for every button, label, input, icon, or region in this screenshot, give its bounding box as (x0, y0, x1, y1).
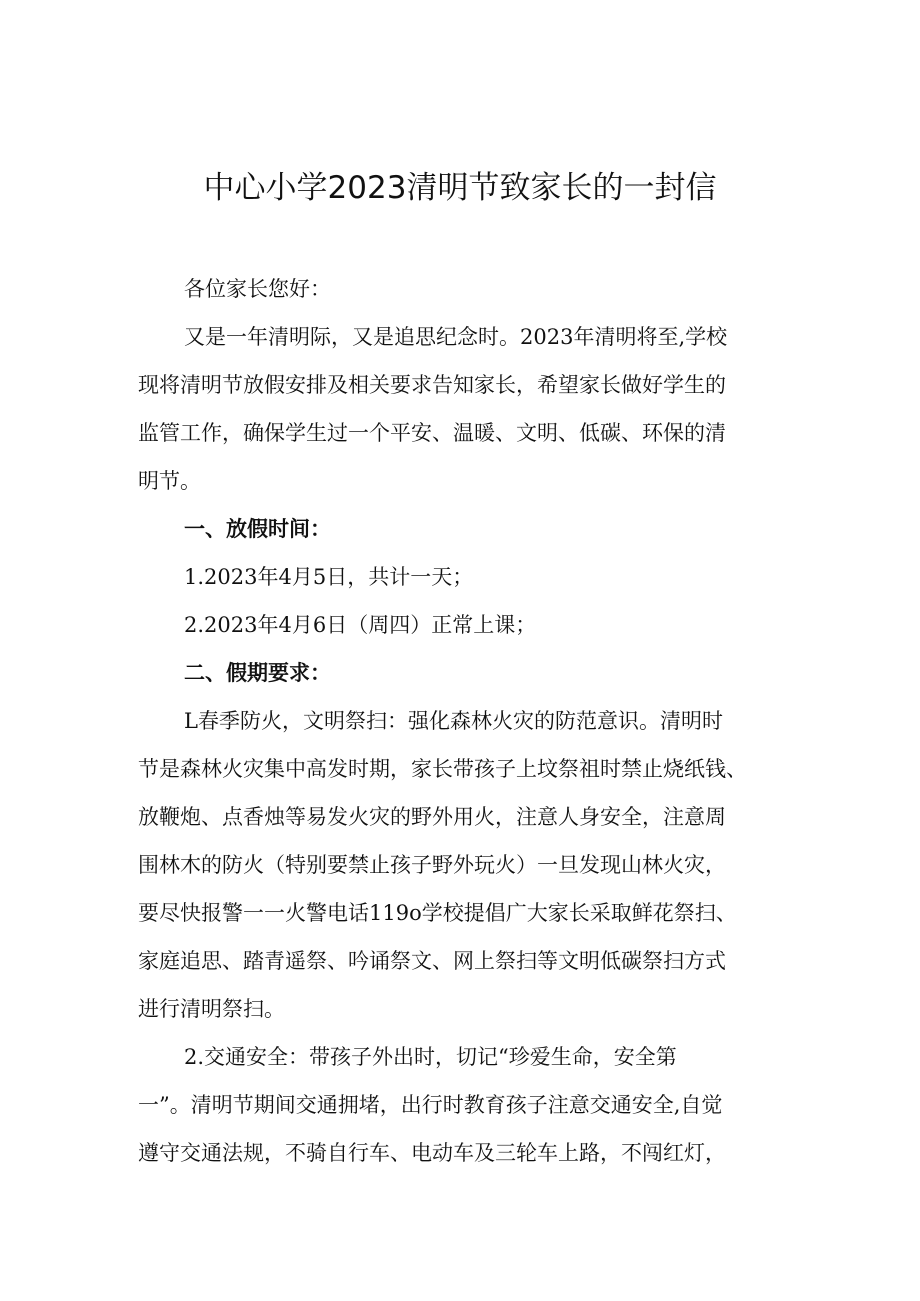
holiday-item: 2.2023年4月6日（周四）正常上课； (184, 613, 537, 637)
requirement-line: 节是森林火灾集中高发时期，家长带孩子上坟祭祖时禁止烧纸钱、 (138, 757, 747, 781)
requirement-line: 进行清明祭扫。 (138, 997, 285, 1021)
intro-line: 监管工作，确保学生过一个平安、温暖、文明、低碳、环保的清 (138, 421, 726, 445)
requirement-line: 围林木的防火（特别要禁止孩子野外玩火）一旦发现山林火灾， (138, 853, 726, 877)
intro-line: 又是一年清明际，又是追思纪念时。2023年清明将至,学校 (184, 325, 728, 349)
requirement-line: 要尽快报警一一火警电话119o学校提倡广大家长采取鲜花祭扫、 (138, 901, 737, 925)
holiday-item: 1.2023年4月5日，共计一天； (184, 565, 474, 589)
section-heading-holiday-time: 一、放假时间： (184, 517, 331, 541)
requirement-line: 遵守交通法规，不骑自行车、电动车及三轮车上路，不闯红灯， (138, 1141, 726, 1165)
requirement-line: 家庭追思、踏青遥祭、吟诵祭文、网上祭扫等文明低碳祭扫方式 (138, 949, 726, 973)
document-body (138, 265, 798, 1177)
intro-line: 现将清明节放假安排及相关要求告知家长，希望家长做好学生的 (138, 373, 726, 397)
requirement-line: 放鞭炮、点香烛等易发火灾的野外用火，注意人身安全，注意周 (138, 805, 726, 829)
document-title: 中心小学2023清明节致家长的一封信 (203, 170, 717, 206)
section-heading-requirements: 二、假期要求： (184, 661, 331, 685)
requirement-line: 2.交通安全：带孩子外出时，切记“珍爱生命，安全第 (184, 1045, 677, 1069)
requirement-line: L春季防火，文明祭扫：强化森林火灾的防范意识。清明时 (184, 709, 723, 733)
intro-line: 明节。 (138, 469, 201, 493)
requirement-line: 一”。清明节期间交通拥堵，出行时教育孩子注意交通安全,自觉 (138, 1093, 723, 1117)
greeting: 各位家长您好： (184, 277, 331, 301)
